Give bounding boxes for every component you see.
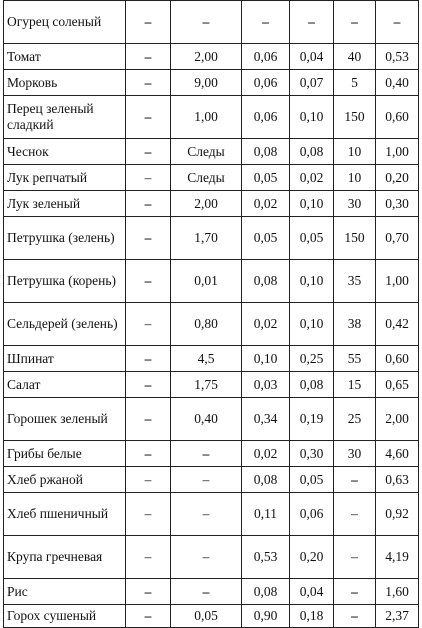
value-cell: 0,10 [290,191,334,217]
value-cell: 55 [334,346,376,372]
value-cell: – [126,398,171,441]
value-cell: 0,10 [290,260,334,303]
table-row [4,398,419,441]
value-cell: 0,10 [242,346,290,372]
value-cell: 2,37 [376,605,419,628]
value-cell: – [126,372,171,398]
value-cell: – [126,467,171,493]
value-cell: 0,92 [376,493,419,536]
value-cell: 30 [334,441,376,467]
value-cell: 0,19 [290,398,334,441]
value-cell: – [126,260,171,303]
value-cell: 4,19 [376,536,419,579]
product-name-cell: Томат [4,44,126,70]
value-cell: – [126,441,171,467]
table-row [4,260,419,303]
value-cell: – [126,70,171,96]
table-row [4,70,419,96]
product-name-cell: Шпинат [4,346,126,372]
value-cell: – [171,536,242,579]
value-cell: 0,08 [242,467,290,493]
table-row [4,96,419,139]
value-cell: – [290,1,334,44]
value-cell: 4,5 [171,346,242,372]
value-cell: Следы [171,139,242,165]
value-cell: 0,42 [376,303,419,346]
value-cell: – [171,441,242,467]
product-name-cell: Лук репчатый [4,165,126,191]
value-cell: 10 [334,165,376,191]
value-cell: 0,08 [290,372,334,398]
value-cell: 15 [334,372,376,398]
value-cell: – [126,96,171,139]
value-cell: – [376,1,419,44]
value-cell: 0,08 [242,139,290,165]
value-cell: 1,00 [171,96,242,139]
value-cell: – [334,536,376,579]
value-cell: 1,70 [171,217,242,260]
table-row [4,579,419,605]
value-cell: – [171,493,242,536]
value-cell: 0,05 [290,467,334,493]
product-name-cell: Лук зеленый [4,191,126,217]
value-cell: 0,02 [242,303,290,346]
value-cell: 0,04 [290,44,334,70]
value-cell: 150 [334,217,376,260]
value-cell: 0,06 [242,44,290,70]
vitamin-content-table [3,0,419,628]
value-cell: 0,40 [171,398,242,441]
value-cell: – [126,139,171,165]
product-name-cell: Морковь [4,70,126,96]
value-cell: 35 [334,260,376,303]
value-cell: – [171,467,242,493]
value-cell: 0,60 [376,346,419,372]
value-cell: 0,06 [290,493,334,536]
value-cell: – [334,605,376,628]
value-cell: 0,53 [376,44,419,70]
value-cell: – [126,303,171,346]
value-cell: – [126,346,171,372]
value-cell: – [171,579,242,605]
value-cell: 0,03 [242,372,290,398]
table-body [4,1,419,628]
value-cell: – [126,493,171,536]
product-name-cell: Огурец соленый [4,1,126,44]
product-name-cell: Рис [4,579,126,605]
table-row [4,372,419,398]
value-cell: – [334,493,376,536]
value-cell: – [334,1,376,44]
value-cell: 0,05 [290,217,334,260]
table-row [4,1,419,44]
value-cell: 0,10 [290,303,334,346]
value-cell: – [334,467,376,493]
value-cell: 2,00 [171,191,242,217]
value-cell: 9,00 [171,70,242,96]
value-cell: 150 [334,96,376,139]
table-row [4,441,419,467]
value-cell: 2,00 [376,398,419,441]
value-cell: 0,08 [290,139,334,165]
value-cell: 4,60 [376,441,419,467]
value-cell: 2,00 [171,44,242,70]
value-cell: – [242,1,290,44]
product-name-cell: Петрушка (корень) [4,260,126,303]
value-cell: 0,08 [242,260,290,303]
value-cell: 40 [334,44,376,70]
table-row [4,467,419,493]
value-cell: 0,05 [242,217,290,260]
value-cell: – [126,579,171,605]
product-name-cell: Перец зеленый сладкий [4,96,126,139]
product-name-cell: Горошек зеленый [4,398,126,441]
value-cell: – [126,605,171,628]
value-cell: 0,04 [290,579,334,605]
value-cell: 0,20 [290,536,334,579]
table-row [4,303,419,346]
value-cell: 25 [334,398,376,441]
product-name-cell: Петрушка (зелень) [4,217,126,260]
value-cell: 1,00 [376,260,419,303]
value-cell: – [171,1,242,44]
value-cell: 30 [334,191,376,217]
product-name-cell: Салат [4,372,126,398]
value-cell: – [126,536,171,579]
value-cell: 0,05 [171,605,242,628]
table-row [4,536,419,579]
value-cell: 0,25 [290,346,334,372]
value-cell: – [334,579,376,605]
value-cell: 0,18 [290,605,334,628]
product-name-cell: Хлеб пшеничный [4,493,126,536]
table-row [4,139,419,165]
value-cell: 0,53 [242,536,290,579]
value-cell: 1,60 [376,579,419,605]
table-row [4,217,419,260]
value-cell: 0,02 [242,441,290,467]
value-cell: 0,10 [290,96,334,139]
value-cell: 0,01 [171,260,242,303]
value-cell: – [126,165,171,191]
table-row [4,605,419,628]
value-cell: 0,60 [376,96,419,139]
value-cell: 1,00 [376,139,419,165]
value-cell: 0,11 [242,493,290,536]
table-row [4,165,419,191]
product-name-cell: Хлеб ржаной [4,467,126,493]
value-cell: 0,90 [242,605,290,628]
value-cell: 0,34 [242,398,290,441]
value-cell: 0,05 [242,165,290,191]
product-name-cell: Грибы белые [4,441,126,467]
value-cell: 0,30 [376,191,419,217]
value-cell: 0,06 [242,70,290,96]
table-row [4,191,419,217]
value-cell: 0,40 [376,70,419,96]
value-cell: 0,63 [376,467,419,493]
value-cell: 10 [334,139,376,165]
table-row [4,493,419,536]
product-name-cell: Сельдерей (зелень) [4,303,126,346]
table-row [4,346,419,372]
value-cell: 0,30 [290,441,334,467]
value-cell: 0,20 [376,165,419,191]
value-cell: 0,07 [290,70,334,96]
value-cell: – [126,1,171,44]
value-cell: 0,06 [242,96,290,139]
value-cell: Следы [171,165,242,191]
value-cell: – [126,44,171,70]
product-name-cell: Крупа гречневая [4,536,126,579]
value-cell: 0,65 [376,372,419,398]
value-cell: – [126,217,171,260]
value-cell: 1,75 [171,372,242,398]
value-cell: – [126,191,171,217]
value-cell: 0,02 [242,191,290,217]
value-cell: 0,08 [242,579,290,605]
value-cell: 38 [334,303,376,346]
value-cell: 0,02 [290,165,334,191]
value-cell: 5 [334,70,376,96]
value-cell: 0,80 [171,303,242,346]
product-name-cell: Чеснок [4,139,126,165]
table-row [4,44,419,70]
value-cell: 0,70 [376,217,419,260]
product-name-cell: Горох сушеный [4,605,126,628]
